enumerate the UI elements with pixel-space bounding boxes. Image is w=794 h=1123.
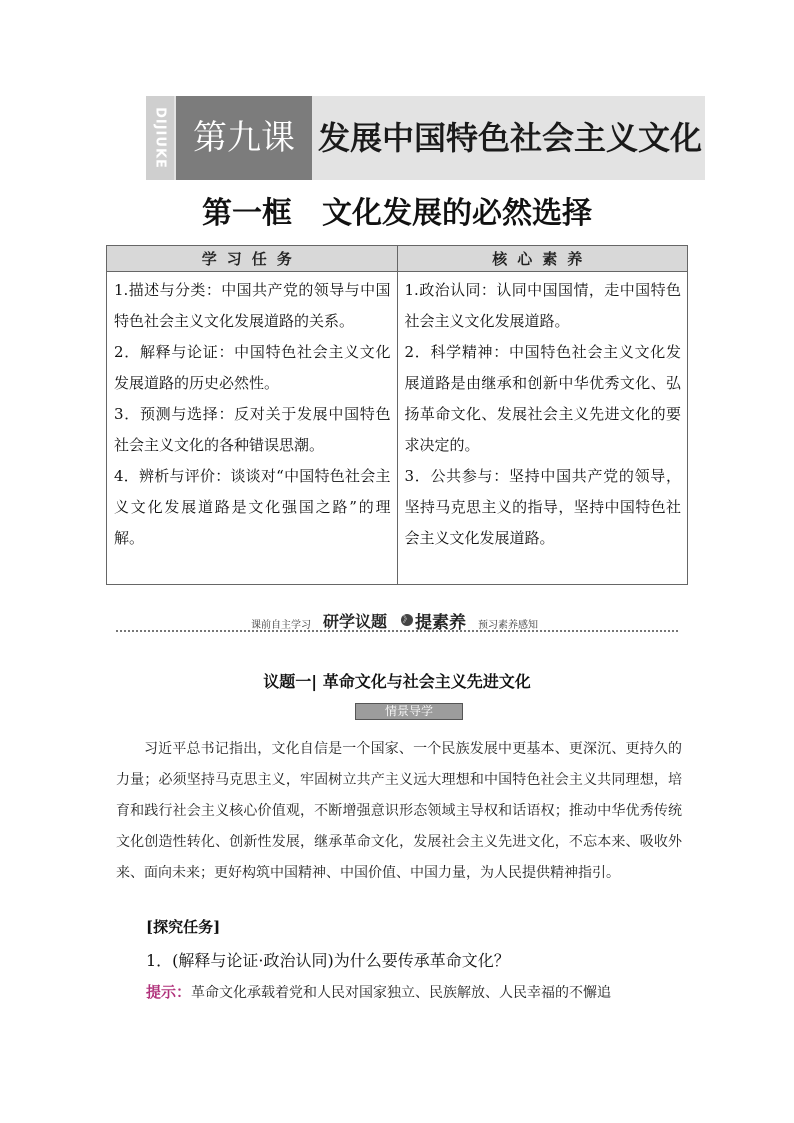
hint-line (146, 981, 686, 1002)
divider-arrow-icon: 》 (402, 615, 412, 625)
section-title-part1: 第一框 (202, 196, 292, 231)
section-divider (116, 607, 678, 633)
side-label: DIJIUKE (152, 107, 168, 169)
banner-side-strip (146, 96, 174, 180)
learning-tasks-cell (107, 272, 398, 585)
hint-text: 革命文化承载着党和人民对国家独立、民族解放、人民幸福的不懈追 (191, 985, 612, 1001)
learning-tasks-header: 学习任务 (107, 246, 398, 272)
inquiry-label: [探究任务] (146, 918, 221, 936)
section-title (0, 188, 794, 232)
learning-task-1: 1.描述与分类：中国共产党的领导与中国特色社会主义文化发展道路的关系。 (114, 281, 391, 330)
tasks-table (106, 245, 688, 585)
core-literacy-1: 1.政治认同：认同中国国情，走中国特色社会主义文化发展道路。 (404, 281, 681, 330)
lesson-number-box (176, 96, 312, 180)
learning-task-3: 3．预测与选择：反对关于发展中国特色社会主义文化的各种错误思潮。 (114, 405, 391, 454)
divider-left-text: 课前自主学习 (251, 620, 311, 631)
divider-main-text-1: 研学议题 (323, 612, 388, 631)
hint-label: 提示： (146, 983, 192, 1001)
scenario-tag: 情景导学 (355, 703, 463, 720)
question-1: 1．(解释与论证·政治认同)为什么要传承革命文化？ (146, 951, 510, 970)
section-title-part2: 文化发展的必然选择 (322, 196, 592, 231)
core-literacy-3: 3．公共参与：坚持中国共产党的领导，坚持马克思主义的指导，坚持中国特色社会主义文化发展道路。 (404, 467, 681, 547)
core-literacy-cell (397, 272, 688, 585)
core-literacy-2: 2．科学精神：中国特色社会主义文化发展道路是由继承和创新中华优秀文化、弘扬革命文化、发展社会主义先进文化的要求决定的。 (404, 343, 681, 454)
topic-title: 议题一| 革命文化与社会主义先进文化 (263, 672, 531, 691)
core-literacy-header: 核心素养 (397, 246, 688, 272)
divider-rule (116, 630, 678, 632)
divider-right-text: 预习素养感知 (478, 620, 538, 631)
lesson-label: 第九课 (193, 118, 295, 158)
learning-task-4: 4．辨析与评价：谈谈对“中国特色社会主义文化发展道路是文化强国之路”的理解。 (114, 467, 391, 547)
learning-task-2: 2．解释与论证：中国特色社会主义文化发展道路的历史必然性。 (114, 343, 391, 392)
scenario-paragraph: 习近平总书记指出，文化自信是一个国家、一个民族发展中更基本、更深沉、更持久的力量；必须坚持马克思主义，牢固树立共产主义远大理想和中国特色社会主义共同理想，培育和践行社会主义核心价值观，不断增强意识形态领域主导权和话语权；推动中华优秀传统文化创造性转化、创新性发展，继承革命文化，发展社会主义先进文化，不忘本来、吸收外来、面向未来；更好构筑中国精神、中国价值、中国力量，为人民提供精神指引。 (116, 741, 682, 881)
lesson-title: 发展中国特色社会主义文化 (318, 119, 703, 157)
divider-main-text-2: 提素养 (415, 613, 466, 633)
